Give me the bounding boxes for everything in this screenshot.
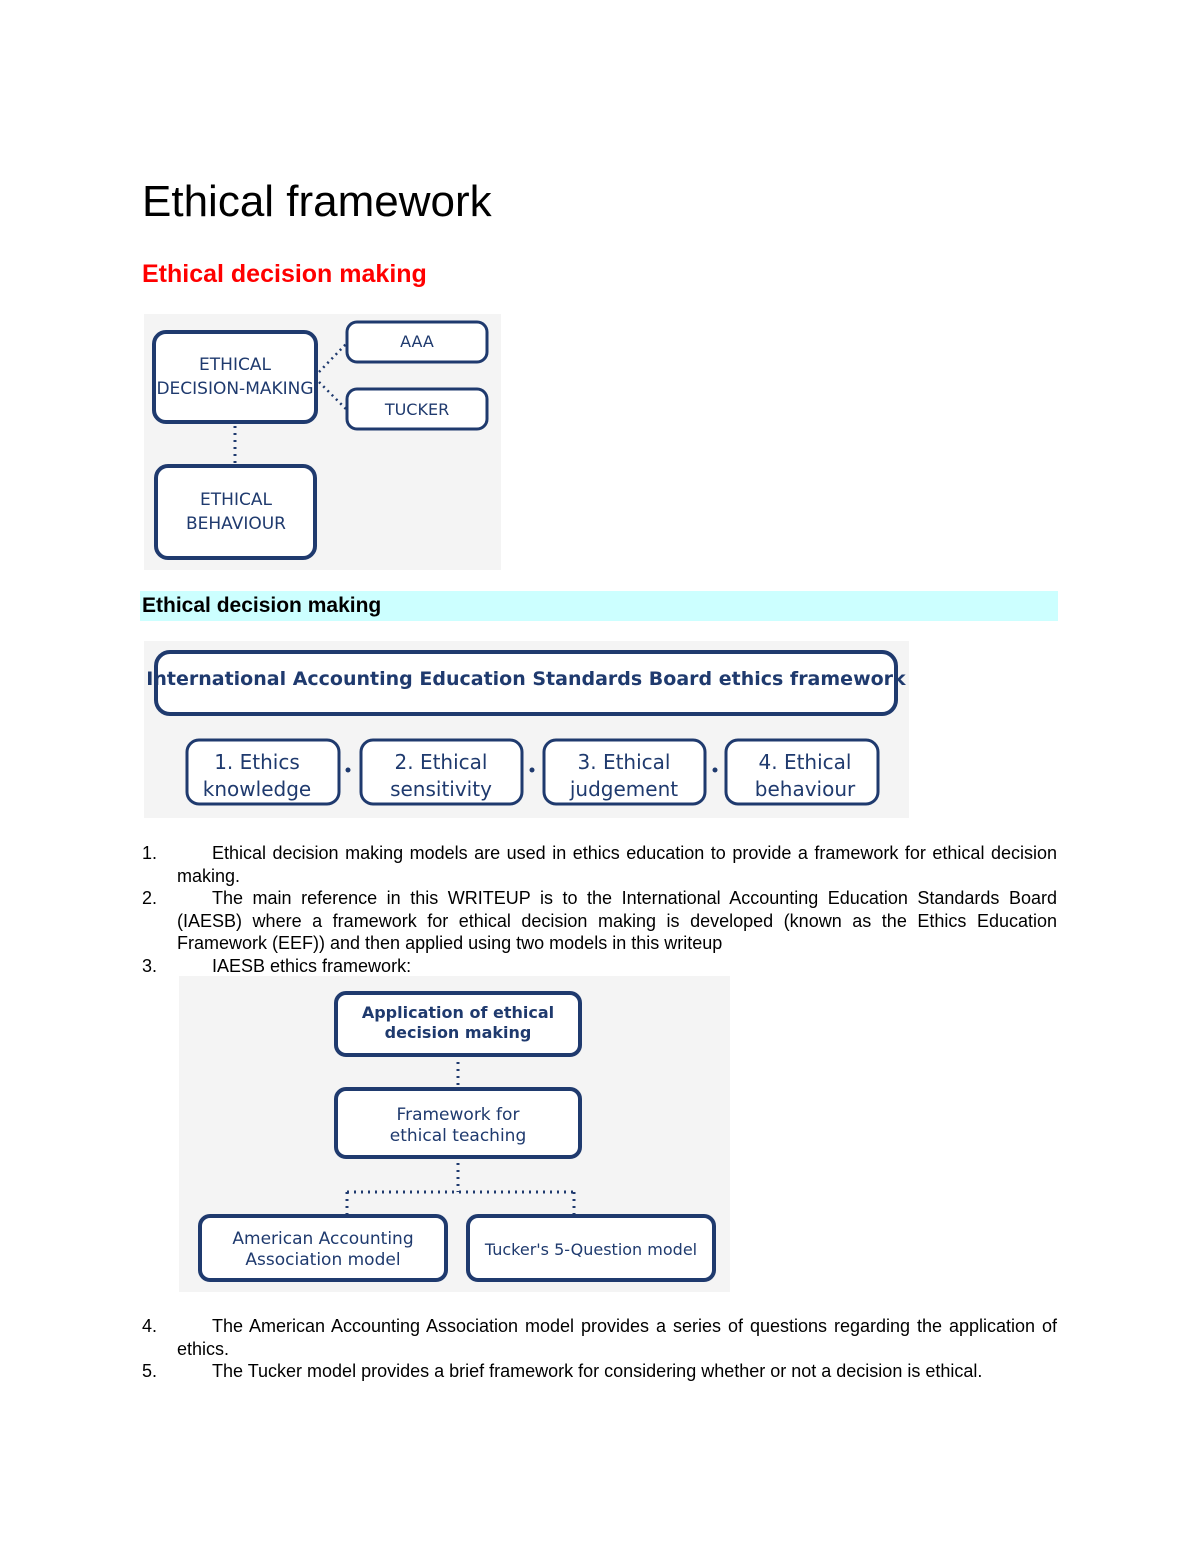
main-box-line1: ETHICAL: [199, 355, 271, 375]
framework-box-line2: ethical teaching: [389, 1126, 527, 1146]
aaa-model-line1: American Accounting: [232, 1229, 414, 1249]
behaviour-box-line1: ETHICAL: [200, 490, 272, 510]
list-number: 1.: [142, 843, 158, 863]
step1-line1: 1. Ethics: [214, 750, 300, 774]
step3-line2: judgement: [569, 777, 679, 801]
list-text: The main reference in this WRITEUP is to the International Accounting Education Standards Board (IAESB) where a framework for ethical decision making is developed (known as the Ethics Education Framework (EEF)) and then applied using two models in this writeup: [177, 888, 1057, 953]
step2-line1: 2. Ethical: [394, 750, 488, 774]
step2-line2: sensitivity: [390, 777, 492, 801]
list-number: 4.: [142, 1316, 158, 1336]
iaesb-header: International Accounting Education Standards Board ethics framework: [146, 668, 906, 690]
list-text: IAESB ethics framework:: [212, 956, 412, 976]
list-text: The Tucker model provides a brief framework for considering whether or not a decision is ethical.: [212, 1361, 983, 1381]
list-text: The American Accounting Association model provides a series of questions regarding the application of ethics.: [177, 1316, 1057, 1359]
aaa-model-line2: Association model: [245, 1250, 401, 1270]
step4-line1: 4. Ethical: [758, 750, 852, 774]
list-item-4: [142, 1315, 1057, 1360]
list-item-2: [142, 887, 1057, 955]
iaesb-application-diagram: [179, 976, 730, 1292]
shaded-section-heading: [140, 591, 1058, 621]
list-item-3: [142, 955, 1057, 978]
iaesb-framework-diagram: [144, 641, 909, 818]
app-box-line1: Application of ethical: [361, 1003, 555, 1022]
tucker-model-label: Tucker's 5-Question model: [484, 1240, 698, 1259]
app-box-line2: decision making: [384, 1023, 532, 1042]
box-aaa-label: AAA: [400, 332, 434, 351]
list-item-5: [142, 1360, 1057, 1383]
section-heading-decision-making: Ethical decision making: [142, 260, 427, 288]
step4-line2: behaviour: [754, 777, 856, 801]
list-number: 2.: [142, 888, 158, 908]
list-number: 5.: [142, 1361, 158, 1381]
section-heading-decision-making-2: Ethical decision making: [142, 594, 382, 617]
behaviour-box-line2: BEHAVIOUR: [185, 514, 287, 534]
framework-box-line1: Framework for: [396, 1105, 520, 1125]
main-box-line2: DECISION-MAKING: [156, 379, 314, 399]
box-tucker-label: TUCKER: [384, 400, 450, 419]
list-number: 3.: [142, 956, 158, 976]
step3-line1: 3. Ethical: [577, 750, 671, 774]
page-title: Ethical framework: [142, 177, 492, 226]
ethical-decision-diagram: [144, 314, 501, 570]
step1-line2: knowledge: [202, 777, 312, 801]
list-item-1: [142, 842, 1057, 887]
list-text: Ethical decision making models are used in ethics education to provide a framework for ethical decision making.: [177, 843, 1057, 886]
